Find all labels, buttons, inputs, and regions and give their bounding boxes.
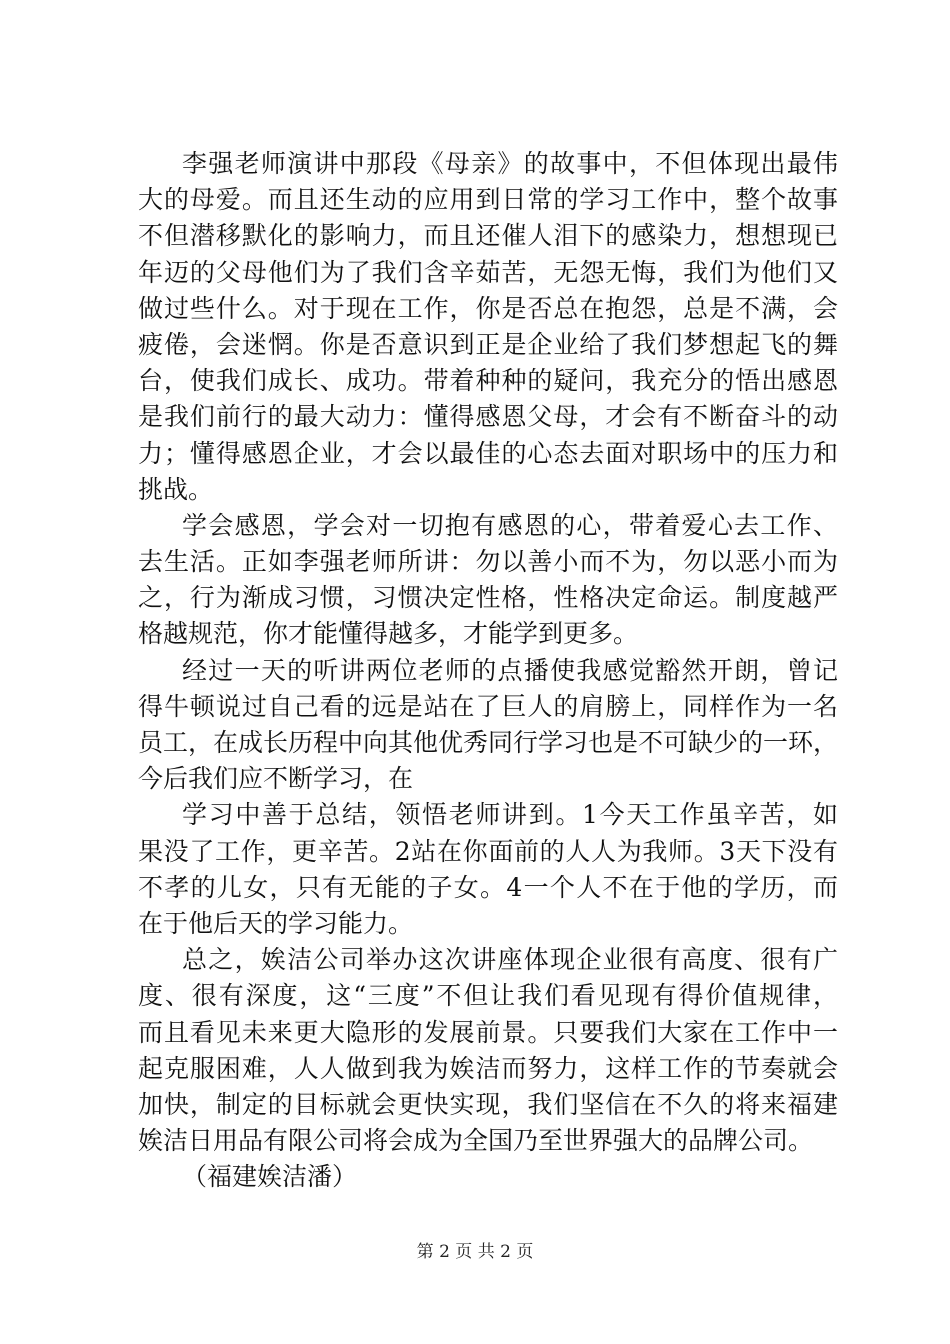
document-body: [138, 146, 838, 1195]
text-line: 经过一天的听讲两位老师的点播使我感觉豁然开朗，曾记: [182, 655, 838, 685]
text-line: 而且看见未来更大隐形的发展前景。只要我们大家在工作中一: [138, 1017, 838, 1047]
text-line: 大的母爱。而且还生动的应用到日常的学习工作中，整个故事: [138, 185, 838, 215]
text-line: 台，使我们成长、成功。带着种种的疑问，我充分的悟出感恩: [138, 366, 838, 396]
text-line: 挑战。: [138, 474, 214, 504]
text-line: 学会感恩，学会对一切抱有感恩的心，带着爱心去工作、: [182, 510, 838, 540]
signature-line: （福建娭洁潘）: [182, 1162, 358, 1192]
text-line: 总之，娭洁公司举办这次讲座体现企业很有高度、很有广: [182, 945, 838, 975]
text-line: 去生活。正如李强老师所讲：勿以善小而不为，勿以恶小而为: [138, 547, 838, 577]
text-line: 果没了工作，更辛苦。2站在你面前的人人为我师。3天下没有: [138, 836, 838, 866]
text-line: 年迈的父母他们为了我们含辛茹苦，无怨无悔，我们为他们又: [138, 257, 838, 287]
text-line: 度、很有深度，这“三度”不但让我们看见现有得价值规律，: [138, 981, 838, 1011]
text-line: 学习中善于总结，领悟老师讲到。1今天工作虽辛苦，如: [182, 800, 838, 830]
text-line: 格越规范，你才能懂得越多，才能学到更多。: [138, 619, 639, 649]
text-line: 不孝的儿女，只有无能的子女。4一个人不在于他的学历，而: [138, 872, 838, 902]
text-line: 做过些什么。对于现在工作，你是否总在抱怨，总是不满，会: [138, 293, 838, 323]
text-line: 在于他后天的学习能力。: [138, 908, 414, 938]
text-line: 得牛顿说过自己看的远是站在了巨人的肩膀上，同样作为一名: [138, 691, 838, 721]
text-line: 娭洁日用品有限公司将会成为全国乃至世界强大的品牌公司。: [138, 1126, 814, 1156]
text-line: 李强老师演讲中那段《母亲》的故事中，不但体现出最伟: [182, 149, 838, 178]
text-line: 今后我们应不断学习，在: [138, 764, 414, 794]
text-line: 疲倦，会迷惘。你是否意识到正是企业给了我们梦想起飞的舞: [138, 329, 838, 359]
text-line: 力；懂得感恩企业，才会以最佳的心态去面对职场中的压力和: [138, 438, 838, 468]
page-number-footer: 第 2 页 共 2 页: [416, 1242, 534, 1262]
text-line: 加快，制定的目标就会更快实现，我们坚信在不久的将来福建: [138, 1089, 838, 1119]
text-line: 员工，在成长历程中向其他优秀同行学习也是不可缺少的一环，: [138, 728, 839, 757]
text-line: 之，行为渐成习惯，习惯决定性格，性格决定命运。制度越严: [138, 583, 838, 613]
text-line: 不但潜移默化的影响力，而且还催人泪下的感染力，想想现已: [138, 221, 838, 251]
text-line: 是我们前行的最大动力：懂得感恩父母，才会有不断奋斗的动: [138, 402, 838, 432]
text-line: 起克服困难，人人做到我为娭洁而努力，这样工作的节奏就会: [138, 1053, 838, 1083]
